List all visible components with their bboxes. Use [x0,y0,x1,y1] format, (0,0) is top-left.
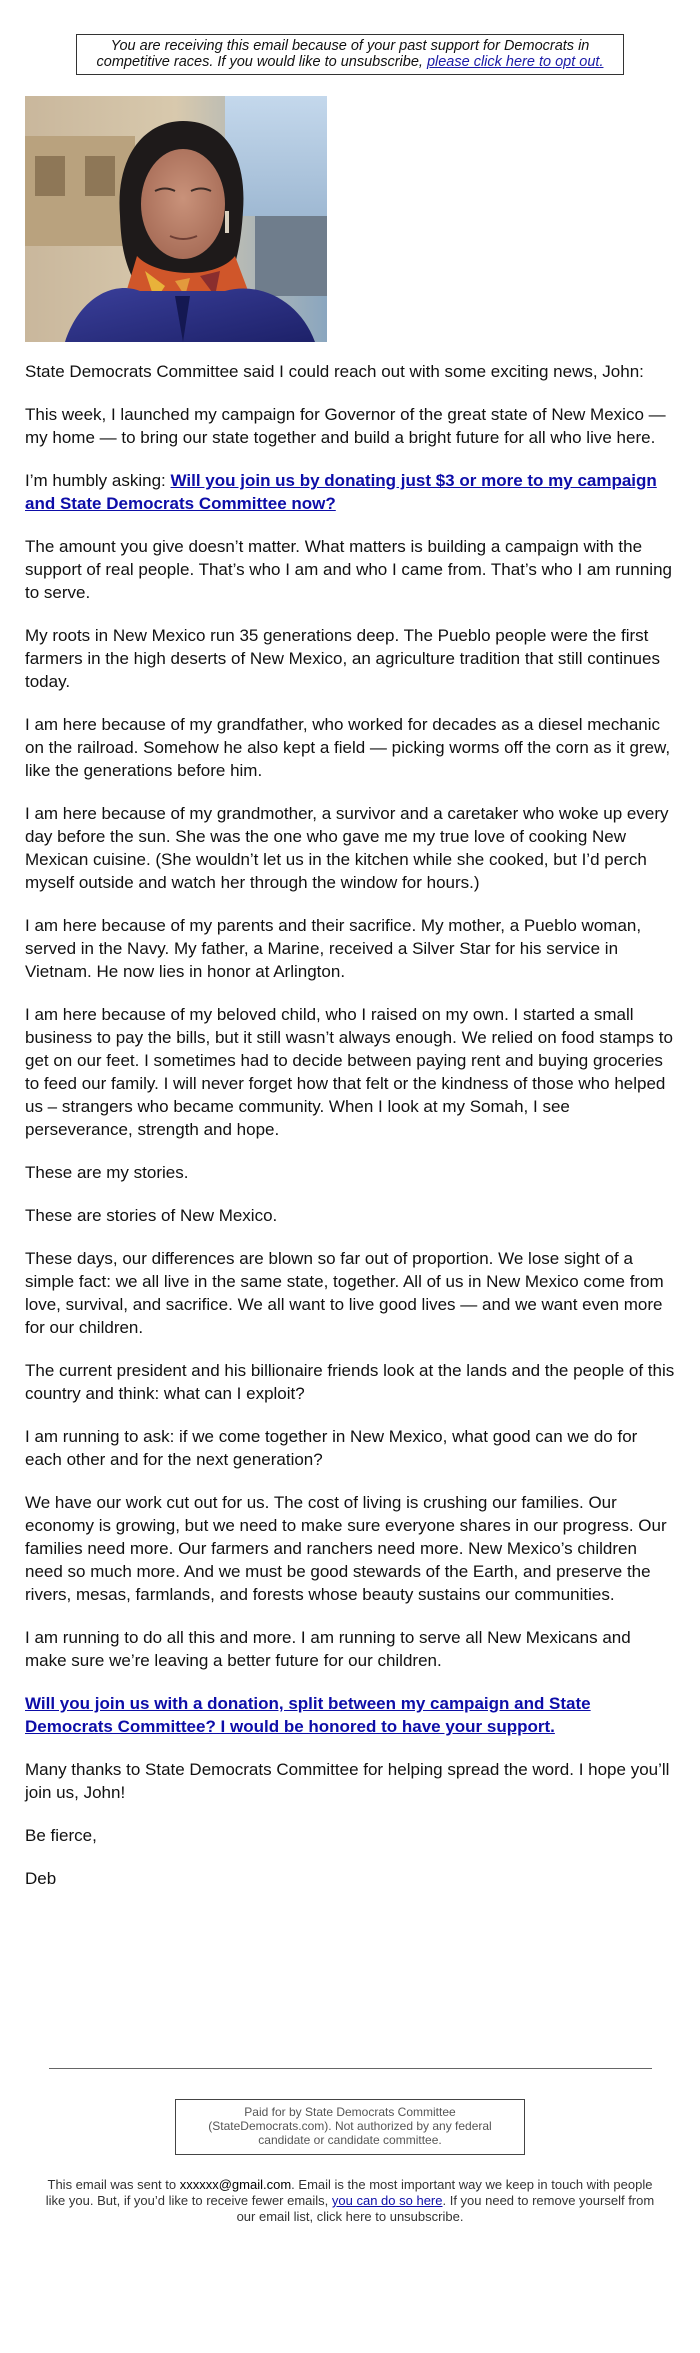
ask-prefix: I’m humbly asking: [25,471,171,490]
footer-divider [49,2068,652,2069]
paragraph-thanks: Many thanks to State Democrats Committee for helping spread the word. I hope you’ll join us, John! [25,1760,670,1802]
paragraph-my-stories: These are my stories. [25,1163,189,1182]
notice-text: You are receiving this email because of your past support for Democrats in competitive races. If you would like to unsubscribe, [96,38,590,70]
paragraph-amount: The amount you give doesn’t matter. What matters is building a campaign with the support of real people. That’s who I am and who I came from. That’s who I am running to serve. [25,537,672,602]
paragraph-launch: This week, I launched my campaign for Governor of the great state of New Mexico — my home — to bring our state together and build a bright future for all who live here. [25,405,666,447]
paragraph-serve: I am running to do all this and more. I am running to serve all New Mexicans and make sure we’re leaving a better future for our children. [25,1628,631,1670]
paragraph-president: The current president and his billionaire friends look at the lands and the people of this country and think: what can I exploit? [25,1361,675,1403]
paragraph-work: We have our work cut out for us. The cost of living is crushing our families. Our economy is growing, but we need to make sure everyone shares in our progress. Our families need more. Our farmers and ranchers need more. New Mexico’s children need so much more. And we must be good stewards of the Earth, and preserve the rivers, mesas, farmlands, and forests whose beauty sustains our communities. [25,1493,667,1604]
paragraph-grandfather: I am here because of my grandfather, who worked for decades as a diesel mechanic on the railroad. Somehow he also kept a field — picking worms off the corn as it grew, like the generations before him. [25,715,671,780]
footer-sent-prefix: This email was sent to [47,2177,180,2192]
paragraph-running-ask: I am running to ask: if we come together in New Mexico, what good can we do for each other and for the next generation? [25,1427,638,1469]
footer-sent-suffix: . If you need to remove yourself from our email list, click here to unsubscribe. [236,2193,655,2224]
spacer [25,1910,675,2068]
paragraph-differences: These days, our differences are blown so far out of proportion. We lose sight of a simple fact: we all live in the same state, together. All of us in New Mexico come from love, survival, and sacrifice. We all want to live good lives — and we want even more for our children. [25,1249,664,1337]
footer-sent-mid: . Email is the most important way we keep in touch with people like you. But, if you’d like to receive fewer emails, [45,2177,653,2208]
fewer-emails-link[interactable]: you can do so here [331,2193,443,2208]
donate-3-link[interactable]: Will you join us by donating just $3 or more to my campaign and State Democrats Committee now? [25,471,657,513]
opt-out-link[interactable]: please click here to opt out. [426,54,604,70]
paragraph-nm-stories: These are stories of New Mexico. [25,1206,278,1225]
unsubscribe-notice [76,34,624,75]
footer-text [40,2177,660,2225]
message-body [25,360,675,1890]
signature: Deb [25,1869,57,1888]
signoff: Be fierce, [25,1826,97,1845]
donate-split-link[interactable]: Will you join us with a donation, split between my campaign and State Democrats Committee? I would be honored to have your support. [25,1694,591,1736]
paragraph-grandmother: I am here because of my grandmother, a survivor and a caretaker who woke up every day before the sun. She was the one who gave me my true love of cooking New Mexican cuisine. (She wouldn’t let us in the kitchen while she cooked, but I’d perch myself outside and watch her through the window for hours.) [25,804,669,892]
paragraph-roots: My roots in New Mexico run 35 generations deep. The Pueblo people were the first farmers in the high deserts of New Mexico, an agriculture tradition that still continues today. [25,626,660,691]
paragraph-ask [25,469,675,515]
candidate-photo [25,96,327,342]
greeting: State Democrats Committee said I could reach out with some exciting news, John: [25,362,644,381]
paid-for-disclaimer: Paid for by State Democrats Committee (StateDemocrats.com). Not authorized by any federal candidate or candidate committee. [175,2099,525,2155]
paragraph-parents: I am here because of my parents and their sacrifice. My mother, a Pueblo woman, served in the Navy. My father, a Marine, received a Silver Star for his service in Vietnam. He now lies in honor at Arlington. [25,916,642,981]
paragraph-donate [25,1692,675,1738]
paragraph-child: I am here because of my beloved child, who I raised on my own. I started a small business to pay the bills, but it still wasn’t always enough. We relied on food stamps to get on our feet. I sometimes had to decide between paying rent and buying groceries to feed our family. I will never forget how that felt or the kindness of those who helped us – strangers who became community. When I look at my Somah, I see perseverance, strength and hope. [25,1005,673,1139]
email-container [0,34,700,2225]
recipient-email: xxxxxx@gmail.com [179,2177,292,2192]
